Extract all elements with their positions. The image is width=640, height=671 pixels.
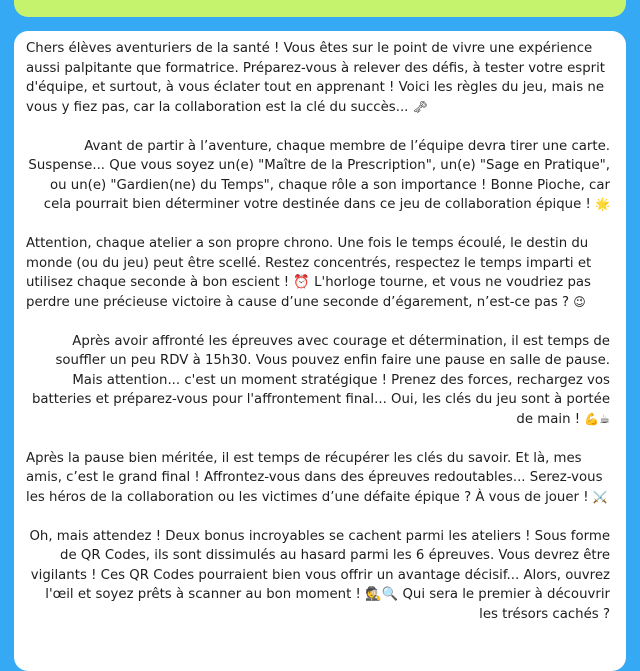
paragraph-timer xyxy=(26,234,610,312)
paragraph-roles-text: Avant de partir à l’aventure, chaque membre de l’équipe devra tirer une carte. Suspense... Que vous soyez un(e) "Maître de la Prescription", un(e) "Sage en Pratique", ou un(e) "Gardien(ne) du Temps", chaque rôle a son importance ! Bonne Pioche, car cela pourrait bien déterminer votre destinée dans ce jeu de collaboration épique ! xyxy=(28,138,610,212)
paragraph-bonus-text: Oh, mais attendez ! Deux bonus incroyables se cachent parmi les ateliers ! Sous forme de QR Codes, ils sont dissimulés au hasard parmi les 6 épreuves. Vous devrez être vigilants ! Ces QR Codes pourraient bien vous offrir un avantage décisif... Alors, ouvrez l'œil et soyez prêts à scanner au bon moment ! 🕵️🔍 Qui sera le premier à découvrir les trésors cachés ? xyxy=(29,528,610,622)
top-banner xyxy=(14,0,626,17)
paragraph-final xyxy=(26,449,610,508)
muscle-coffee-icon: 💪☕ xyxy=(584,411,610,426)
paragraph-intro-text: Chers élèves aventuriers de la santé ! Vous êtes sur le point de vivre une expérience aussi palpitante que formatrice. Préparez-vous à relever des défis, à tester votre esprit d'équipe, et surtout, à vous éclater tout en apprenant ! Voici les règles du jeu, mais ne vous y fiez pas, car la collaboration est la clé du succès... xyxy=(26,41,606,115)
paragraph-bonus xyxy=(26,527,610,625)
paragraph-final-text: Après la pause bien méritée, il est temps de récupérer les clés du savoir. Et là, mes amis, c’est le grand final ! Affrontez-vous dans des épreuves redoutables... Serez-vous les héros de la collaboration ou les victimes d’une défaite épique ? À vous de jouer ! xyxy=(26,450,603,505)
star-icon: 🌟 xyxy=(595,197,610,211)
paragraph-break xyxy=(26,332,610,430)
paragraph-intro xyxy=(26,39,610,117)
rules-card xyxy=(14,31,626,671)
wink-icon: 😉 xyxy=(573,294,586,309)
paragraph-roles xyxy=(26,137,610,215)
key-icon: 🗝 xyxy=(412,99,428,114)
paragraph-break-text: Après avoir affronté les épreuves avec courage et détermination, il est temps de souffler un peu RDV à 15h30. Vous pouvez enfin faire une pause en salle de pause. Mais attention... c'est un moment stratégique ! Prenez des forces, rechargez vos batteries et préparez-vous pour l'affrontement final... Oui, les clés du jeu sont à portée de main ! xyxy=(31,333,610,427)
swords-icon: ⚔️ xyxy=(592,489,608,504)
paragraph-timer-text: Attention, chaque atelier a son propre chrono. Une fois le temps écoulé, le destin du monde (ou du jeu) peut être scellé. Restez concentrés, respectez le temps imparti et utilisez chaque seconde à bon escient ! ⏰ L'horloge tourne, et vous ne voudriez pas perdre une précieuse victoire à cause d’une seconde d’égarement, n’est-ce pas ? xyxy=(26,236,592,310)
